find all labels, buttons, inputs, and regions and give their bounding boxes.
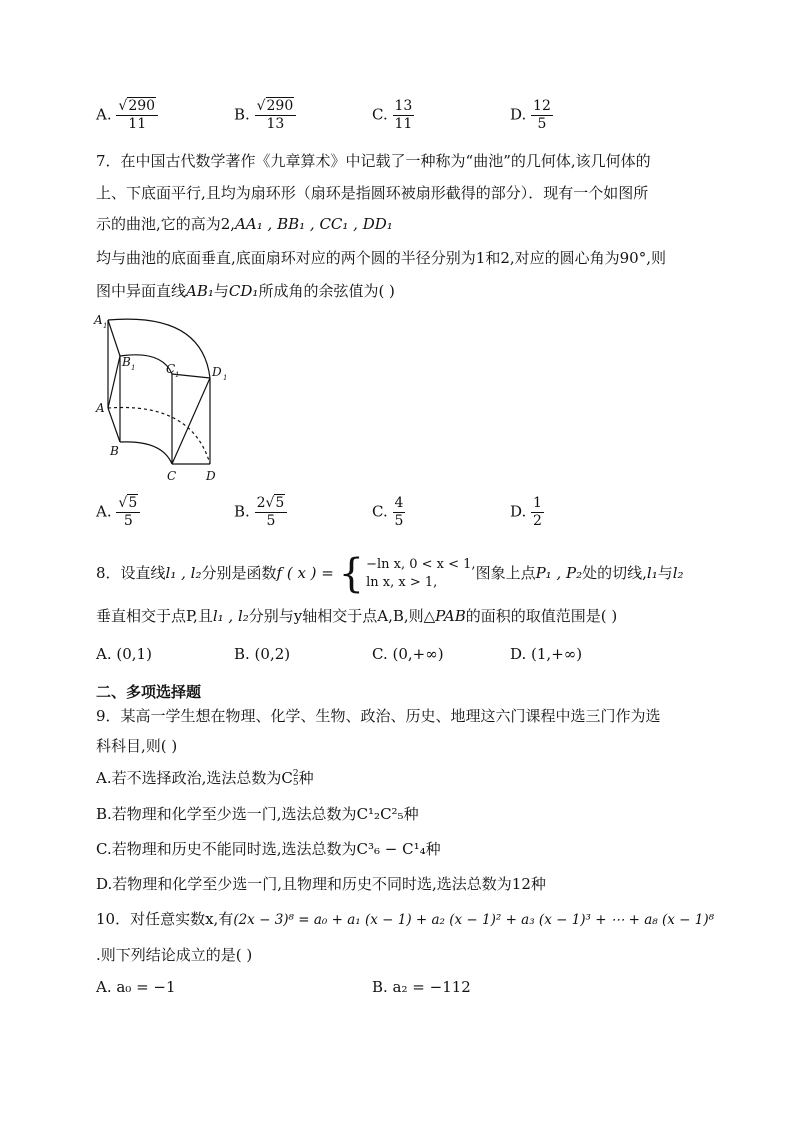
q9-option-c: C.若物理和历史不能同时选,选法总数为C³₆ − C¹₄种 xyxy=(96,840,441,858)
q10-option-a: A. a₀ = −1 xyxy=(96,978,176,996)
binomial-expansion: (2x − 3)⁸ = a₀ + a₁ (x − 1) + a₂ (x − 1)² + a₃ (x − 1)³ + ⋯ + a₈ (x − 1)⁸ xyxy=(233,912,715,928)
edge-list: AA₁ , BB₁ , CC₁ , DD₁ xyxy=(235,215,393,233)
q8-option-d: D. (1,+∞) xyxy=(510,645,583,663)
q7-line-3: 示的曲池,它的高为2,AA₁ , BB₁ , CC₁ , DD₁ xyxy=(96,215,393,233)
segment-ab1 xyxy=(108,356,120,408)
q7-line-4: 均与曲池的底面垂直,底面扇环对应的两个圆的半径分别为1和2,对应的圆心角为90°,则 xyxy=(96,249,666,267)
denominator: 13 xyxy=(266,116,285,132)
label-d1: D xyxy=(212,365,222,379)
denominator: 5 xyxy=(537,116,547,132)
q8-option-a: A. (0,1) xyxy=(96,645,152,663)
radicand: 290 xyxy=(128,98,156,114)
bottom-outer-arc-hidden xyxy=(108,407,210,464)
fraction: $\frac{√290}{13}$ xyxy=(255,98,297,133)
q7-option-a: A. $\frac{√5}{5}$ xyxy=(96,495,140,530)
fraction xyxy=(393,98,415,133)
top-outer-arc xyxy=(108,319,210,378)
q9-option-d: D.若物理和化学至少选一门,且物理和历史不同时选,选法总数为12种 xyxy=(96,875,546,893)
denominator: 11 xyxy=(394,116,413,132)
label-a1: A xyxy=(94,313,103,327)
svg-text:1: 1 xyxy=(103,322,108,330)
q8-line-2: 垂直相交于点P,且l₁ , l₂分别与y轴相交于点A,B,则△PAB的面积的取值范围是( ) xyxy=(96,607,618,625)
q8-option-c: C. (0,+∞) xyxy=(372,645,444,663)
q6-option-b xyxy=(234,98,296,133)
q9-line-1: 9．某高一学生想在物理、化学、生物、政治、历史、地理这六门课程中选三门作为选 xyxy=(96,707,661,725)
q9-line-2: 科科目,则( ) xyxy=(96,737,178,755)
q8-line-1: 8．设直线l₁ , l₂分别是函数f ( x ) = { −ln x, 0 < x < 1, ln x, x > 1, 图象上点P₁ , P₂处的切线,l₁与l₂ xyxy=(96,551,684,597)
q10-line-2: .则下列结论成立的是( ) xyxy=(96,946,253,964)
numerator: 12 xyxy=(533,98,551,114)
option-letter: B. xyxy=(234,105,250,124)
section-heading: 二、多项选择题 xyxy=(96,683,202,701)
fraction: $\frac{√290}{11}$ xyxy=(116,98,158,133)
piecewise-function: { −ln x, 0 < x < 1, ln x, x > 1, xyxy=(338,551,476,597)
fraction xyxy=(531,98,553,133)
label-b: B xyxy=(110,444,119,458)
option-letter: A. xyxy=(96,105,112,124)
bottom-inner-arc xyxy=(120,442,172,464)
numerator: 13 xyxy=(394,98,413,114)
q6-option-d xyxy=(510,98,553,133)
svg-text:1: 1 xyxy=(223,374,228,382)
q9-option-b: B.若物理和化学至少选一门,选法总数为C¹₂C²₅种 xyxy=(96,805,419,823)
q10-line-1: 10．对任意实数x,有(2x − 3)⁸ = a₀ + a₁ (x − 1) + a₂ (x − 1)² + a₃ (x − 1)³ + ⋯ + a₈ (x − 1)⁸ xyxy=(96,910,715,928)
q6-option-a xyxy=(96,98,158,133)
label-c1: C xyxy=(166,362,176,376)
label-d: D xyxy=(206,469,216,483)
q7-option-b: B. $\frac{2√5}{5}$ xyxy=(234,495,287,530)
option-letter: C. xyxy=(372,105,388,124)
svg-text:1: 1 xyxy=(175,371,180,379)
q7-line-5: 图中异面直线AB₁与CD₁所成角的余弦值为( ) xyxy=(96,282,395,300)
segment-cd1 xyxy=(172,378,210,464)
radicand: 290 xyxy=(266,98,294,114)
line-ab1: AB₁ xyxy=(186,282,214,300)
q9-option-a: A.若不选择政治,选法总数为C 2 5 种 xyxy=(96,769,314,788)
q7-line-2: 上、下底面平行,且均为扇环形（扇环是指圆环被扇形截得的部分）．现有一个如图所 xyxy=(96,184,649,202)
curved-pool-figure xyxy=(92,312,242,487)
q6-option-c xyxy=(372,98,414,133)
denominator: 11 xyxy=(128,116,147,132)
q7-line-1: 7．在中国古代数学著作《九章算术》中记载了一种称为“曲池”的几何体,该几何体的 xyxy=(96,152,651,170)
label-a: A xyxy=(96,401,105,415)
q7-option-c: C. $\frac{4}{5}$ xyxy=(372,495,404,529)
line-cd1: CD₁ xyxy=(228,282,259,300)
q10-option-b: B. a₂ = −112 xyxy=(372,978,471,996)
label-c: C xyxy=(167,469,177,483)
label-b1: B xyxy=(122,355,131,369)
q8-option-b: B. (0,2) xyxy=(234,645,291,663)
svg-text:1: 1 xyxy=(131,364,136,372)
option-letter: D. xyxy=(510,105,527,124)
q7-option-d: D. $\frac{1}{2}$ xyxy=(510,495,542,529)
